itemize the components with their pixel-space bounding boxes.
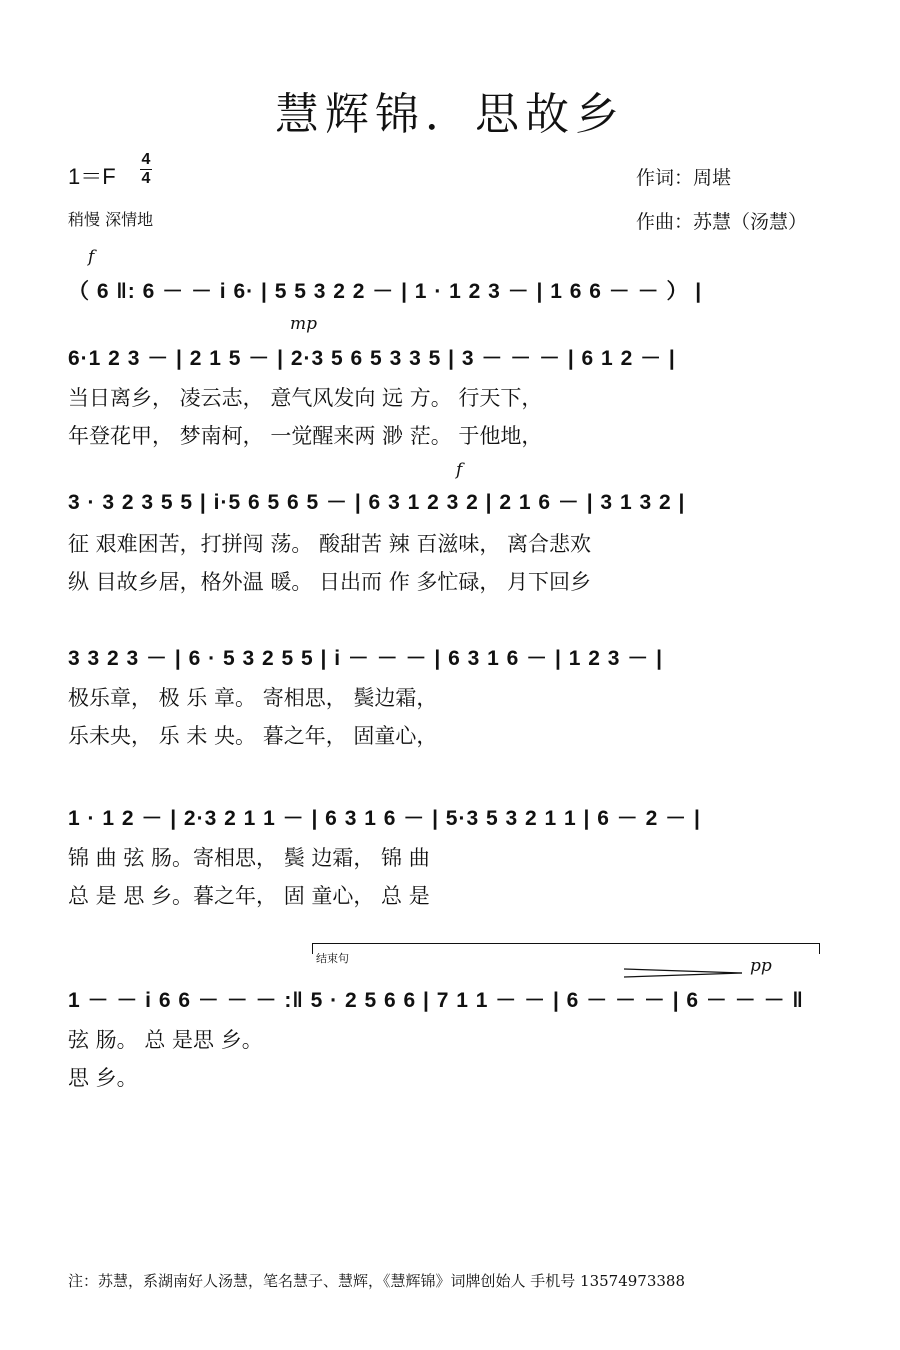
lyric-verse-1: 极乐章， 极 乐 章。 寄相思， 鬓边霜， (68, 686, 438, 710)
footer-note: 注：苏慧，系湖南好人汤慧，笔名慧子、慧辉，《慧辉锦》词牌创始人 手机号 13574973388 (68, 1272, 686, 1290)
ending-label: 结束句 (316, 952, 349, 965)
score-system-4 (68, 620, 838, 750)
score-system-2 (68, 314, 838, 448)
ending-bracket (312, 943, 820, 954)
lyricist-credit: 作词：周堪 (636, 167, 732, 189)
lyric-verse-2: 总 是 思 乡。暮之年， 固 童心， 总 是 (68, 884, 430, 908)
composer-credit: 作曲：苏慧（汤慧） (636, 211, 808, 233)
notation-line: 3 3 2 3 － | 6 · 5 3 2 5 5 | i － － － | 6 3 1 6 － | 1 2 3 － | (68, 647, 663, 670)
score-system-3 (68, 462, 838, 592)
decrescendo-hairpin (624, 963, 744, 971)
notation-line: 6·1 2 3 － | 2 1 5 － | 2·3 5 6 5 3 3 5 | 3 － － － | 6 1 2 － | (68, 347, 676, 370)
dynamic-marking: f (456, 460, 463, 480)
notation-line: （ 6 ‖: 6 － － i 6· | 5 5 3 2 2 － | 1 · 1 2 3 － | 1 6 6 － － ） | (68, 280, 703, 303)
lyric-verse-2: 思 乡。 (68, 1066, 138, 1090)
score-system-5 (68, 778, 838, 908)
score-system-1 (68, 247, 838, 315)
lyric-verse-1: 征 艰难困苦，打拼闯 荡。 酸甜苦 辣 百滋味， 离合悲欢 (68, 532, 592, 556)
dynamic-marking: f (88, 247, 95, 267)
lyric-verse-1: 弦 肠。 总 是思 乡。 (68, 1028, 263, 1052)
notation-line: 1 · 1 2 － | 2·3 2 1 1 － | 6 3 1 6 － | 5·3 5 3 2 1 1 | 6 － 2 － | (68, 807, 701, 830)
dynamic-marking: mp (290, 314, 318, 334)
time-signature (140, 152, 152, 187)
tempo-marking: 稍慢 深情地 (68, 210, 154, 229)
notation-line: 1 － － i 6 6 － － － :‖ 5 · 2 5 6 6 | 7 1 1 － － | 6 － － － | 6 － － － ‖ (68, 989, 804, 1012)
lyric-verse-2: 纵 目故乡居，格外温 暖。 日出而 作 多忙碌， 月下回乡 (68, 570, 592, 594)
notation-line: 3 · 3 2 3 5 5 | i·5 6 5 6 5 － | 6 3 1 2 3 2 | 2 1 6 － | 3 1 3 2 | (68, 491, 686, 514)
lyric-verse-2: 年登花甲， 梦南柯， 一觉醒来两 渺 茫。 于他地， (68, 424, 543, 448)
lyric-verse-2: 乐未央， 乐 未 央。 暮之年， 固童心， (68, 724, 438, 748)
key-signature: 1＝F (68, 164, 116, 189)
time-sig-bottom: 4 (141, 170, 151, 187)
lyric-verse-1: 锦 曲 弦 肠。寄相思， 鬓 边霜， 锦 曲 (68, 846, 430, 870)
page-title: 慧辉锦．思故乡 (275, 89, 625, 140)
lyric-verse-1: 当日离乡， 凌云志， 意气风发向 远 方。 行天下， (68, 386, 543, 410)
time-sig-top: 4 (141, 151, 151, 168)
dynamic-marking: pp (750, 956, 772, 976)
